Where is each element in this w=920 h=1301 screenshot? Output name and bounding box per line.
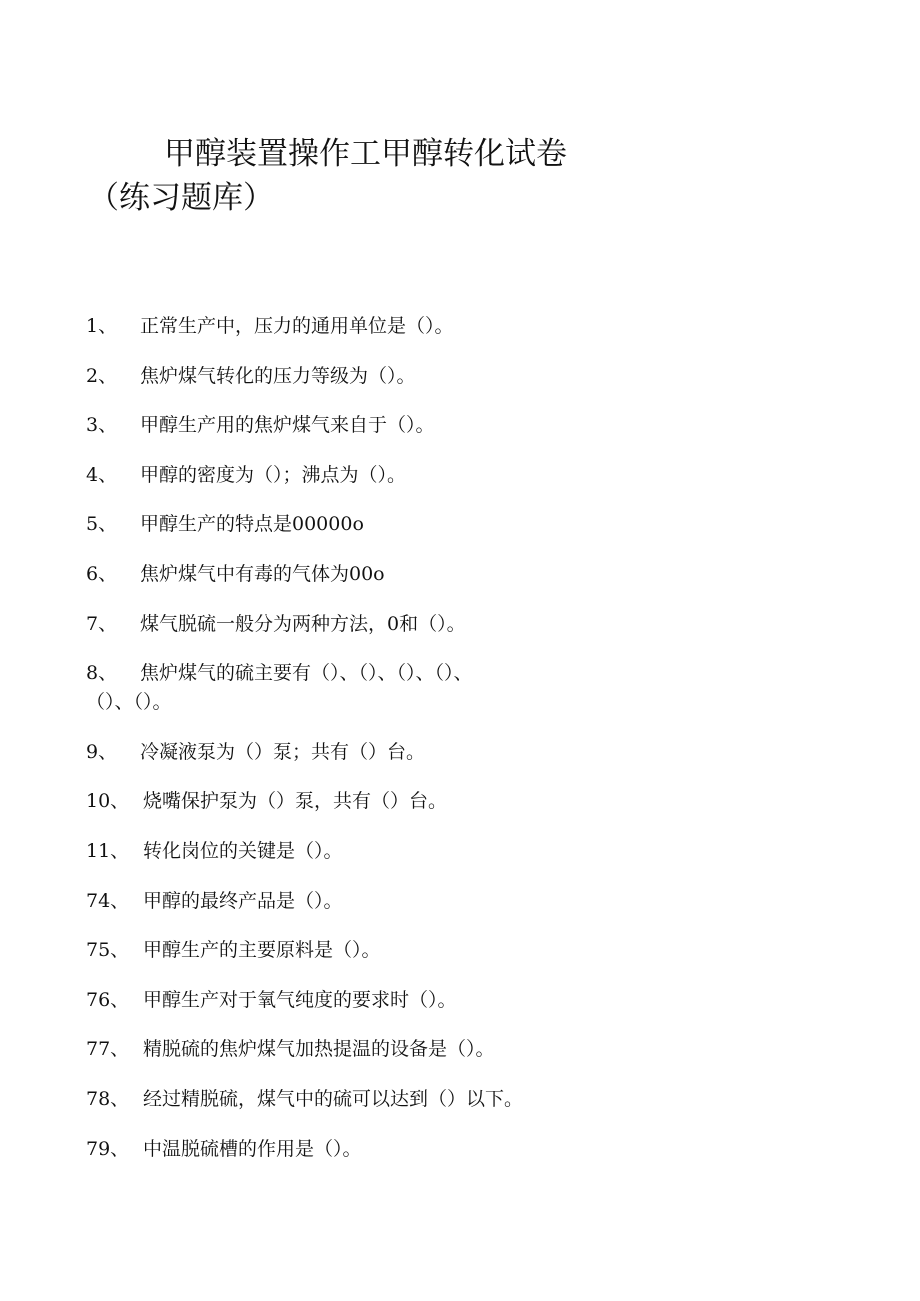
question-number: 7、: [86, 612, 118, 635]
question-item: [86, 1085, 626, 1114]
question-text: 精脱硫的焦炉煤气加热提温的设备是（）。: [143, 1038, 495, 1061]
question-number: 9、: [86, 740, 118, 763]
question-item: [86, 787, 626, 816]
question-item: [86, 560, 626, 589]
question-text: 焦炉煤气的硫主要有（）、（）、（）、（）、: [140, 662, 473, 685]
question-number: 1、: [86, 315, 118, 337]
question-item: [86, 510, 626, 539]
question-list: [86, 312, 626, 1184]
question-number: 8、: [86, 662, 118, 685]
question-text: 甲醇的最终产品是（）。: [143, 889, 343, 912]
question-number: 79、: [86, 1137, 130, 1160]
question-number: 6、: [86, 562, 118, 585]
question-number: 11、: [86, 839, 130, 862]
title-line-2: （练习题库）: [88, 180, 274, 216]
question-number: 10、: [86, 790, 130, 813]
question-item: [86, 312, 626, 341]
question-number: 4、: [86, 463, 118, 486]
question-item: [86, 362, 626, 391]
question-number: 77、: [86, 1038, 130, 1061]
question-text-continuation: （）、（）。: [86, 691, 172, 714]
question-text: 甲醇生产的主要原料是（）。: [143, 939, 381, 962]
question-number: 76、: [86, 988, 130, 1011]
question-item: [86, 610, 626, 639]
question-item: [86, 1135, 626, 1164]
question-text: 煤气脱硫一般分为两种方法，0和（）。: [140, 612, 466, 635]
question-number: 5、: [86, 513, 118, 536]
question-number: 78、: [86, 1087, 130, 1110]
question-text: 甲醇生产对于氧气纯度的要求时（）。: [143, 988, 457, 1011]
question-item: [86, 986, 626, 1015]
question-number: 3、: [86, 414, 118, 437]
question-item: [86, 887, 626, 916]
question-item: [86, 1035, 626, 1064]
question-text: 焦炉煤气转化的压力等级为（）。: [140, 364, 416, 387]
question-number: 75、: [86, 939, 130, 962]
question-text: 转化岗位的关键是（）。: [143, 839, 343, 862]
question-text: 冷凝液泵为（）泵；共有（）台。: [140, 740, 426, 763]
question-text: 焦炉煤气中有毒的气体为00o: [140, 562, 385, 585]
question-number: 2、: [86, 364, 118, 387]
document-title: [88, 132, 648, 220]
question-text: 经过精脱硫，煤气中的硫可以达到（）以下。: [143, 1087, 524, 1110]
question-item: [86, 738, 626, 767]
question-text: 甲醇的密度为（）；沸点为（）。: [140, 463, 407, 486]
question-text: 烧嘴保护泵为（）泵，共有（）台。: [143, 790, 448, 813]
question-item: [86, 837, 626, 866]
question-text: 甲醇生产用的焦炉煤气来自于（）。: [140, 414, 435, 437]
title-line-1: 甲醇装置操作工甲醇转化试卷: [164, 136, 567, 172]
question-item: [86, 411, 626, 440]
question-item: [86, 659, 626, 717]
question-item: [86, 936, 626, 965]
question-text: 甲醇生产的特点是00000o: [140, 513, 364, 536]
question-number: 74、: [86, 889, 130, 912]
question-item: [86, 461, 626, 490]
question-text: 中温脱硫槽的作用是（）。: [143, 1137, 362, 1160]
question-text: 正常生产中，压力的通用单位是（）。: [140, 315, 454, 337]
